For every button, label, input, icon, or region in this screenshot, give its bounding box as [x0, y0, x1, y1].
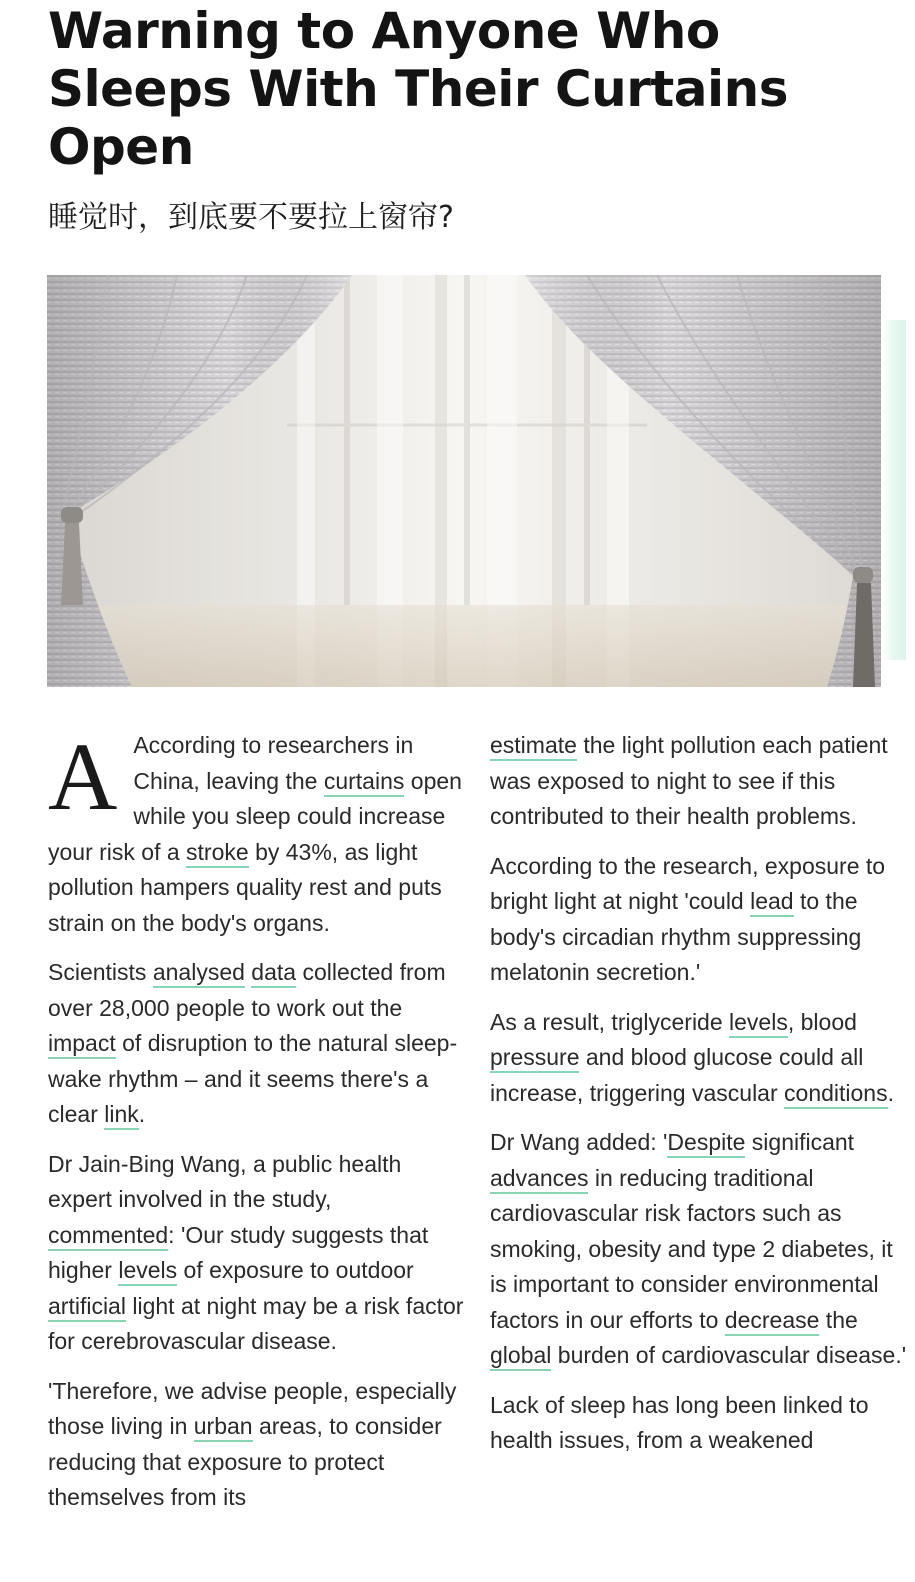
side-accent-bar: [884, 320, 906, 660]
link-levels[interactable]: levels: [118, 1257, 177, 1286]
link-advances[interactable]: advances: [490, 1165, 588, 1194]
link-curtains[interactable]: curtains: [324, 768, 405, 797]
paragraph-1: A According to researchers in China, leaving the curtains open while you sleep could increase your risk of a stroke by 43%, as light pollution hampers quality rest and puts strain on the body's organs.: [48, 723, 462, 936]
article-subtitle: 睡觉时，到底要不要拉上窗帘?: [48, 200, 454, 235]
article-column-right: [490, 728, 910, 1473]
link-decrease[interactable]: decrease: [725, 1307, 820, 1336]
link-despite[interactable]: Despite: [667, 1129, 745, 1158]
link-levels-2[interactable]: levels: [729, 1009, 788, 1038]
paragraph-2: Scientists analysed data collected from over 28,000 people to work out the impact of disruption to the natural sleep-wake rhythm – and it seems there's a clear link.: [48, 955, 464, 1133]
paragraph-6: According to the research, exposure to bright light at night 'could lead to the body's circadian rhythm suppressing melatonin secretion.': [490, 852, 886, 985]
link-impact[interactable]: impact: [48, 1030, 116, 1059]
link-artificial[interactable]: artificial: [48, 1293, 126, 1322]
hero-image: [47, 275, 881, 687]
paragraph-8: Dr Wang added: 'Despite significant advances in reducing traditional cardiovascular risk factors such as smoking, obesity and type 2 diabetes, it is important to consider environmental factors in our efforts to decrease the global burden of cardiovascular disease.': [490, 1125, 910, 1374]
link-stroke[interactable]: stroke: [186, 839, 249, 868]
link-link[interactable]: link: [104, 1101, 139, 1130]
article-column-left: [48, 723, 464, 1530]
link-pressure[interactable]: pressure: [490, 1044, 579, 1073]
link-conditions[interactable]: conditions: [784, 1080, 888, 1109]
article-title: Warning to Anyone Who Sleeps With Their Curtains Open: [48, 2, 789, 176]
drop-cap: A: [48, 723, 118, 830]
link-global[interactable]: global: [490, 1342, 551, 1371]
paragraph-7: As a result, triglyceride levels, blood pressure and blood glucose could all increase, triggering vascular conditions.: [490, 1005, 910, 1112]
paragraph-3: Dr Jain-Bing Wang, a public health expert involved in the study, commented: 'Our study suggests that higher levels of exposure to outdoor artificial light at night may be a risk factor for cerebrovascular disease.: [48, 1150, 464, 1354]
link-estimate[interactable]: estimate: [490, 732, 577, 761]
link-urban[interactable]: urban: [194, 1413, 253, 1442]
curtains-illustration: [47, 275, 881, 687]
link-analysed[interactable]: analysed: [153, 959, 245, 988]
paragraph-5: estimate the light pollution each patient was exposed to night to see if this contributed to their health problems.: [490, 732, 888, 829]
link-data[interactable]: data: [251, 959, 296, 988]
paragraph-4: 'Therefore, we advise people, especially those living in urban areas, to consider reducing that exposure to protect themselves from its: [48, 1377, 457, 1510]
paragraph-9: Lack of sleep has long been linked to health issues, from a weakened: [490, 1391, 869, 1453]
link-commented[interactable]: commented: [48, 1222, 168, 1251]
link-lead[interactable]: lead: [750, 888, 793, 917]
